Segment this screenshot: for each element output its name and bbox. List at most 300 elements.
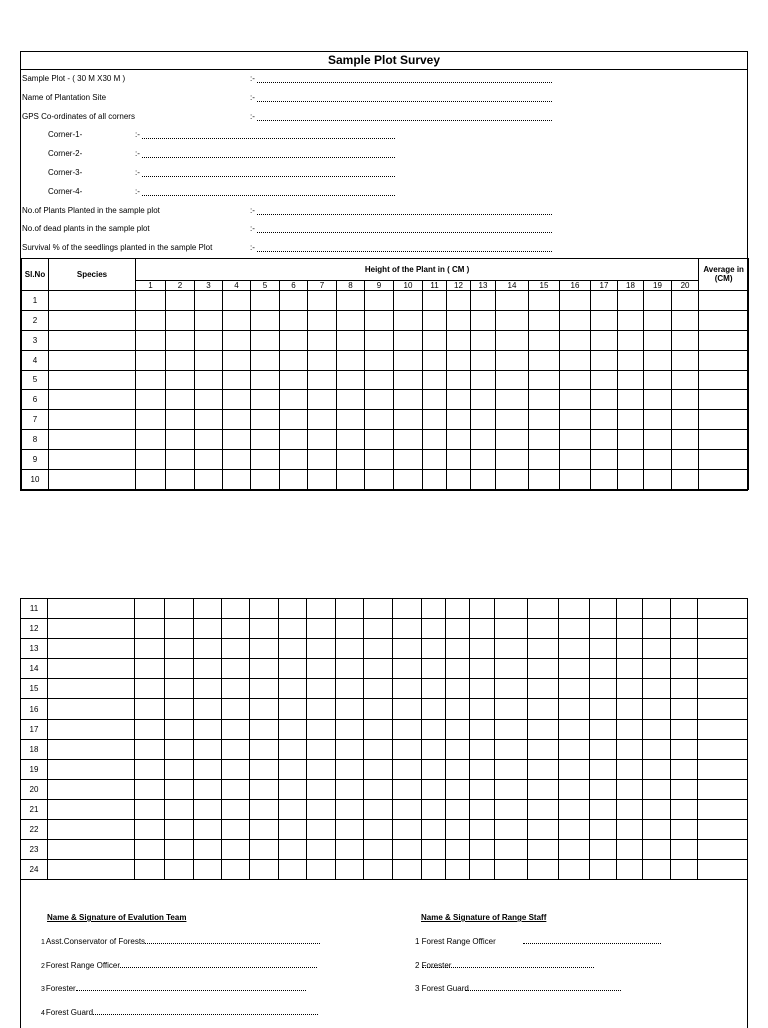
- height-cell[interactable]: [590, 840, 617, 860]
- height-cell[interactable]: [364, 799, 393, 819]
- height-cell[interactable]: [495, 599, 528, 619]
- height-cell[interactable]: [166, 330, 195, 350]
- height-cell[interactable]: [364, 739, 393, 759]
- height-cell[interactable]: [250, 679, 279, 699]
- height-cell[interactable]: [470, 820, 495, 840]
- height-cell[interactable]: [364, 699, 393, 719]
- height-cell[interactable]: [672, 370, 699, 390]
- height-cell[interactable]: [495, 759, 528, 779]
- height-cell[interactable]: [136, 430, 166, 450]
- height-cell[interactable]: [496, 430, 529, 450]
- height-cell[interactable]: [222, 759, 250, 779]
- height-cell[interactable]: [308, 410, 337, 430]
- height-cell[interactable]: [422, 739, 446, 759]
- height-cell[interactable]: [559, 679, 590, 699]
- height-cell[interactable]: [643, 659, 671, 679]
- height-cell[interactable]: [423, 330, 447, 350]
- species-cell[interactable]: [49, 290, 136, 310]
- height-cell[interactable]: [308, 370, 337, 390]
- height-cell[interactable]: [337, 450, 365, 470]
- height-cell[interactable]: [279, 719, 307, 739]
- height-cell[interactable]: [560, 330, 591, 350]
- height-cell[interactable]: [394, 390, 423, 410]
- height-cell[interactable]: [446, 639, 470, 659]
- height-cell[interactable]: [560, 469, 591, 489]
- height-cell[interactable]: [643, 840, 671, 860]
- height-cell[interactable]: [364, 619, 393, 639]
- height-cell[interactable]: [591, 450, 618, 470]
- height-cell[interactable]: [165, 599, 194, 619]
- height-cell[interactable]: [528, 679, 559, 699]
- height-cell[interactable]: [643, 820, 671, 840]
- height-cell[interactable]: [423, 350, 447, 370]
- height-cell[interactable]: [528, 599, 559, 619]
- height-cell[interactable]: [365, 310, 394, 330]
- height-cell[interactable]: [559, 860, 590, 880]
- height-cell[interactable]: [559, 719, 590, 739]
- height-cell[interactable]: [559, 619, 590, 639]
- signature-line[interactable]: [422, 961, 594, 968]
- height-cell[interactable]: [223, 290, 251, 310]
- species-cell[interactable]: [48, 820, 135, 840]
- height-cell[interactable]: [422, 659, 446, 679]
- height-cell[interactable]: [280, 370, 308, 390]
- height-cell[interactable]: [643, 699, 671, 719]
- height-cell[interactable]: [280, 430, 308, 450]
- height-cell[interactable]: [166, 450, 195, 470]
- height-cell[interactable]: [422, 619, 446, 639]
- species-cell[interactable]: [48, 699, 135, 719]
- height-cell[interactable]: [496, 310, 529, 330]
- height-cell[interactable]: [560, 430, 591, 450]
- height-cell[interactable]: [365, 290, 394, 310]
- height-cell[interactable]: [447, 370, 471, 390]
- height-cell[interactable]: [336, 759, 364, 779]
- height-cell[interactable]: [529, 450, 560, 470]
- height-cell[interactable]: [496, 330, 529, 350]
- height-cell[interactable]: [337, 290, 365, 310]
- height-cell[interactable]: [618, 370, 644, 390]
- height-cell[interactable]: [618, 310, 644, 330]
- height-cell[interactable]: [223, 469, 251, 489]
- signature-line[interactable]: [120, 961, 317, 968]
- height-cell[interactable]: [617, 739, 643, 759]
- height-cell[interactable]: [446, 719, 470, 739]
- height-cell[interactable]: [223, 450, 251, 470]
- height-cell[interactable]: [495, 840, 528, 860]
- species-cell[interactable]: [48, 860, 135, 880]
- height-cell[interactable]: [194, 799, 222, 819]
- height-cell[interactable]: [393, 679, 422, 699]
- height-cell[interactable]: [165, 719, 194, 739]
- height-cell[interactable]: [135, 639, 165, 659]
- height-cell[interactable]: [590, 619, 617, 639]
- height-cell[interactable]: [446, 820, 470, 840]
- signature-line[interactable]: [465, 984, 621, 991]
- height-cell[interactable]: [279, 759, 307, 779]
- species-cell[interactable]: [48, 679, 135, 699]
- height-cell[interactable]: [280, 290, 308, 310]
- height-cell[interactable]: [166, 370, 195, 390]
- height-cell[interactable]: [336, 639, 364, 659]
- height-cell[interactable]: [308, 350, 337, 370]
- height-cell[interactable]: [496, 450, 529, 470]
- height-cell[interactable]: [135, 860, 165, 880]
- height-cell[interactable]: [280, 410, 308, 430]
- height-cell[interactable]: [135, 679, 165, 699]
- height-cell[interactable]: [470, 639, 495, 659]
- height-cell[interactable]: [528, 759, 559, 779]
- height-cell[interactable]: [337, 310, 365, 330]
- height-cell[interactable]: [447, 390, 471, 410]
- height-cell[interactable]: [644, 310, 672, 330]
- height-cell[interactable]: [495, 639, 528, 659]
- average-cell[interactable]: [698, 699, 748, 719]
- height-cell[interactable]: [446, 840, 470, 860]
- height-cell[interactable]: [250, 820, 279, 840]
- height-cell[interactable]: [529, 390, 560, 410]
- height-cell[interactable]: [250, 840, 279, 860]
- height-cell[interactable]: [136, 410, 166, 430]
- height-cell[interactable]: [308, 450, 337, 470]
- height-cell[interactable]: [529, 330, 560, 350]
- height-cell[interactable]: [590, 860, 617, 880]
- height-cell[interactable]: [495, 719, 528, 739]
- height-cell[interactable]: [643, 860, 671, 880]
- height-cell[interactable]: [495, 779, 528, 799]
- height-cell[interactable]: [671, 699, 698, 719]
- height-cell[interactable]: [618, 330, 644, 350]
- height-cell[interactable]: [166, 310, 195, 330]
- average-cell[interactable]: [698, 659, 748, 679]
- height-cell[interactable]: [307, 699, 336, 719]
- height-cell[interactable]: [194, 840, 222, 860]
- height-cell[interactable]: [222, 619, 250, 639]
- height-cell[interactable]: [336, 799, 364, 819]
- height-cell[interactable]: [671, 759, 698, 779]
- height-cell[interactable]: [617, 799, 643, 819]
- species-cell[interactable]: [49, 350, 136, 370]
- height-cell[interactable]: [590, 719, 617, 739]
- height-cell[interactable]: [447, 310, 471, 330]
- height-cell[interactable]: [671, 840, 698, 860]
- height-cell[interactable]: [308, 430, 337, 450]
- height-cell[interactable]: [671, 719, 698, 739]
- height-cell[interactable]: [618, 450, 644, 470]
- height-cell[interactable]: [251, 290, 280, 310]
- height-cell[interactable]: [194, 739, 222, 759]
- height-cell[interactable]: [470, 619, 495, 639]
- height-cell[interactable]: [423, 450, 447, 470]
- height-cell[interactable]: [471, 350, 496, 370]
- height-cell[interactable]: [643, 679, 671, 699]
- height-cell[interactable]: [591, 290, 618, 310]
- signature-line[interactable]: [93, 1008, 318, 1015]
- height-cell[interactable]: [223, 330, 251, 350]
- height-cell[interactable]: [280, 390, 308, 410]
- height-cell[interactable]: [470, 679, 495, 699]
- height-cell[interactable]: [590, 659, 617, 679]
- height-cell[interactable]: [195, 290, 223, 310]
- height-cell[interactable]: [422, 719, 446, 739]
- height-cell[interactable]: [222, 779, 250, 799]
- height-cell[interactable]: [470, 599, 495, 619]
- height-cell[interactable]: [222, 679, 250, 699]
- height-cell[interactable]: [528, 820, 559, 840]
- height-cell[interactable]: [393, 759, 422, 779]
- height-cell[interactable]: [223, 370, 251, 390]
- height-cell[interactable]: [591, 390, 618, 410]
- height-cell[interactable]: [422, 779, 446, 799]
- height-cell[interactable]: [446, 799, 470, 819]
- height-cell[interactable]: [136, 310, 166, 330]
- height-cell[interactable]: [446, 599, 470, 619]
- height-cell[interactable]: [470, 699, 495, 719]
- height-cell[interactable]: [222, 840, 250, 860]
- height-cell[interactable]: [365, 330, 394, 350]
- height-cell[interactable]: [250, 599, 279, 619]
- height-cell[interactable]: [617, 679, 643, 699]
- height-cell[interactable]: [529, 290, 560, 310]
- height-cell[interactable]: [195, 469, 223, 489]
- average-cell[interactable]: [698, 759, 748, 779]
- height-cell[interactable]: [617, 639, 643, 659]
- height-cell[interactable]: [643, 639, 671, 659]
- height-cell[interactable]: [308, 469, 337, 489]
- height-cell[interactable]: [280, 469, 308, 489]
- height-cell[interactable]: [643, 619, 671, 639]
- height-cell[interactable]: [280, 450, 308, 470]
- average-cell[interactable]: [699, 370, 749, 390]
- height-cell[interactable]: [364, 820, 393, 840]
- height-cell[interactable]: [135, 779, 165, 799]
- height-cell[interactable]: [393, 739, 422, 759]
- height-cell[interactable]: [495, 799, 528, 819]
- height-cell[interactable]: [422, 840, 446, 860]
- field-entry-line[interactable]: [142, 138, 395, 139]
- height-cell[interactable]: [590, 599, 617, 619]
- height-cell[interactable]: [194, 659, 222, 679]
- height-cell[interactable]: [422, 639, 446, 659]
- species-cell[interactable]: [49, 430, 136, 450]
- height-cell[interactable]: [307, 639, 336, 659]
- height-cell[interactable]: [643, 779, 671, 799]
- height-cell[interactable]: [308, 390, 337, 410]
- height-cell[interactable]: [364, 719, 393, 739]
- height-cell[interactable]: [643, 739, 671, 759]
- height-cell[interactable]: [471, 290, 496, 310]
- height-cell[interactable]: [337, 330, 365, 350]
- height-cell[interactable]: [307, 799, 336, 819]
- height-cell[interactable]: [307, 599, 336, 619]
- average-cell[interactable]: [699, 410, 749, 430]
- species-cell[interactable]: [48, 639, 135, 659]
- height-cell[interactable]: [470, 860, 495, 880]
- height-cell[interactable]: [446, 860, 470, 880]
- height-cell[interactable]: [364, 679, 393, 699]
- species-cell[interactable]: [48, 779, 135, 799]
- height-cell[interactable]: [423, 290, 447, 310]
- height-cell[interactable]: [337, 370, 365, 390]
- field-entry-line[interactable]: [257, 82, 552, 83]
- average-cell[interactable]: [698, 779, 748, 799]
- height-cell[interactable]: [671, 679, 698, 699]
- height-cell[interactable]: [165, 639, 194, 659]
- height-cell[interactable]: [671, 779, 698, 799]
- height-cell[interactable]: [223, 350, 251, 370]
- species-cell[interactable]: [48, 799, 135, 819]
- height-cell[interactable]: [393, 639, 422, 659]
- height-cell[interactable]: [422, 699, 446, 719]
- average-cell[interactable]: [698, 679, 748, 699]
- height-cell[interactable]: [194, 860, 222, 880]
- height-cell[interactable]: [672, 430, 699, 450]
- height-cell[interactable]: [393, 860, 422, 880]
- height-cell[interactable]: [447, 330, 471, 350]
- height-cell[interactable]: [251, 410, 280, 430]
- height-cell[interactable]: [644, 370, 672, 390]
- height-cell[interactable]: [279, 619, 307, 639]
- height-cell[interactable]: [223, 390, 251, 410]
- height-cell[interactable]: [423, 430, 447, 450]
- height-cell[interactable]: [279, 779, 307, 799]
- average-cell[interactable]: [699, 469, 749, 489]
- height-cell[interactable]: [672, 330, 699, 350]
- height-cell[interactable]: [251, 450, 280, 470]
- average-cell[interactable]: [698, 599, 748, 619]
- height-cell[interactable]: [393, 699, 422, 719]
- height-cell[interactable]: [528, 840, 559, 860]
- signature-line[interactable]: [523, 937, 661, 944]
- height-cell[interactable]: [222, 739, 250, 759]
- height-cell[interactable]: [308, 290, 337, 310]
- height-cell[interactable]: [194, 699, 222, 719]
- height-cell[interactable]: [644, 430, 672, 450]
- height-cell[interactable]: [135, 619, 165, 639]
- height-cell[interactable]: [496, 390, 529, 410]
- height-cell[interactable]: [470, 840, 495, 860]
- height-cell[interactable]: [618, 410, 644, 430]
- height-cell[interactable]: [165, 860, 194, 880]
- height-cell[interactable]: [166, 350, 195, 370]
- height-cell[interactable]: [279, 659, 307, 679]
- height-cell[interactable]: [496, 370, 529, 390]
- height-cell[interactable]: [559, 840, 590, 860]
- height-cell[interactable]: [529, 310, 560, 330]
- height-cell[interactable]: [559, 639, 590, 659]
- height-cell[interactable]: [166, 410, 195, 430]
- height-cell[interactable]: [279, 820, 307, 840]
- height-cell[interactable]: [135, 840, 165, 860]
- height-cell[interactable]: [364, 840, 393, 860]
- height-cell[interactable]: [471, 410, 496, 430]
- height-cell[interactable]: [195, 450, 223, 470]
- height-cell[interactable]: [446, 759, 470, 779]
- height-cell[interactable]: [393, 779, 422, 799]
- height-cell[interactable]: [672, 450, 699, 470]
- height-cell[interactable]: [618, 430, 644, 450]
- height-cell[interactable]: [617, 759, 643, 779]
- height-cell[interactable]: [560, 290, 591, 310]
- height-cell[interactable]: [165, 679, 194, 699]
- height-cell[interactable]: [644, 330, 672, 350]
- height-cell[interactable]: [307, 860, 336, 880]
- height-cell[interactable]: [365, 350, 394, 370]
- height-cell[interactable]: [447, 410, 471, 430]
- height-cell[interactable]: [495, 619, 528, 639]
- height-cell[interactable]: [251, 430, 280, 450]
- height-cell[interactable]: [250, 619, 279, 639]
- height-cell[interactable]: [251, 390, 280, 410]
- height-cell[interactable]: [136, 469, 166, 489]
- height-cell[interactable]: [222, 659, 250, 679]
- species-cell[interactable]: [49, 410, 136, 430]
- height-cell[interactable]: [529, 370, 560, 390]
- height-cell[interactable]: [644, 450, 672, 470]
- average-cell[interactable]: [698, 840, 748, 860]
- height-cell[interactable]: [643, 599, 671, 619]
- average-cell[interactable]: [698, 739, 748, 759]
- height-cell[interactable]: [617, 860, 643, 880]
- species-cell[interactable]: [49, 450, 136, 470]
- height-cell[interactable]: [194, 759, 222, 779]
- height-cell[interactable]: [222, 820, 250, 840]
- height-cell[interactable]: [165, 779, 194, 799]
- height-cell[interactable]: [195, 370, 223, 390]
- height-cell[interactable]: [336, 659, 364, 679]
- species-cell[interactable]: [48, 599, 135, 619]
- height-cell[interactable]: [336, 779, 364, 799]
- height-cell[interactable]: [250, 659, 279, 679]
- height-cell[interactable]: [447, 450, 471, 470]
- height-cell[interactable]: [644, 350, 672, 370]
- height-cell[interactable]: [590, 739, 617, 759]
- height-cell[interactable]: [495, 659, 528, 679]
- height-cell[interactable]: [165, 799, 194, 819]
- height-cell[interactable]: [135, 599, 165, 619]
- height-cell[interactable]: [471, 390, 496, 410]
- height-cell[interactable]: [671, 659, 698, 679]
- height-cell[interactable]: [279, 679, 307, 699]
- height-cell[interactable]: [470, 719, 495, 739]
- height-cell[interactable]: [590, 679, 617, 699]
- height-cell[interactable]: [496, 410, 529, 430]
- height-cell[interactable]: [529, 350, 560, 370]
- height-cell[interactable]: [618, 390, 644, 410]
- height-cell[interactable]: [307, 679, 336, 699]
- height-cell[interactable]: [336, 679, 364, 699]
- height-cell[interactable]: [591, 469, 618, 489]
- height-cell[interactable]: [307, 820, 336, 840]
- height-cell[interactable]: [422, 860, 446, 880]
- height-cell[interactable]: [495, 679, 528, 699]
- height-cell[interactable]: [222, 860, 250, 880]
- height-cell[interactable]: [393, 820, 422, 840]
- height-cell[interactable]: [250, 799, 279, 819]
- height-cell[interactable]: [336, 820, 364, 840]
- height-cell[interactable]: [590, 820, 617, 840]
- height-cell[interactable]: [446, 619, 470, 639]
- height-cell[interactable]: [307, 659, 336, 679]
- height-cell[interactable]: [644, 469, 672, 489]
- height-cell[interactable]: [336, 699, 364, 719]
- average-cell[interactable]: [698, 619, 748, 639]
- height-cell[interactable]: [135, 759, 165, 779]
- height-cell[interactable]: [279, 799, 307, 819]
- field-entry-line[interactable]: [257, 120, 552, 121]
- height-cell[interactable]: [423, 370, 447, 390]
- height-cell[interactable]: [165, 759, 194, 779]
